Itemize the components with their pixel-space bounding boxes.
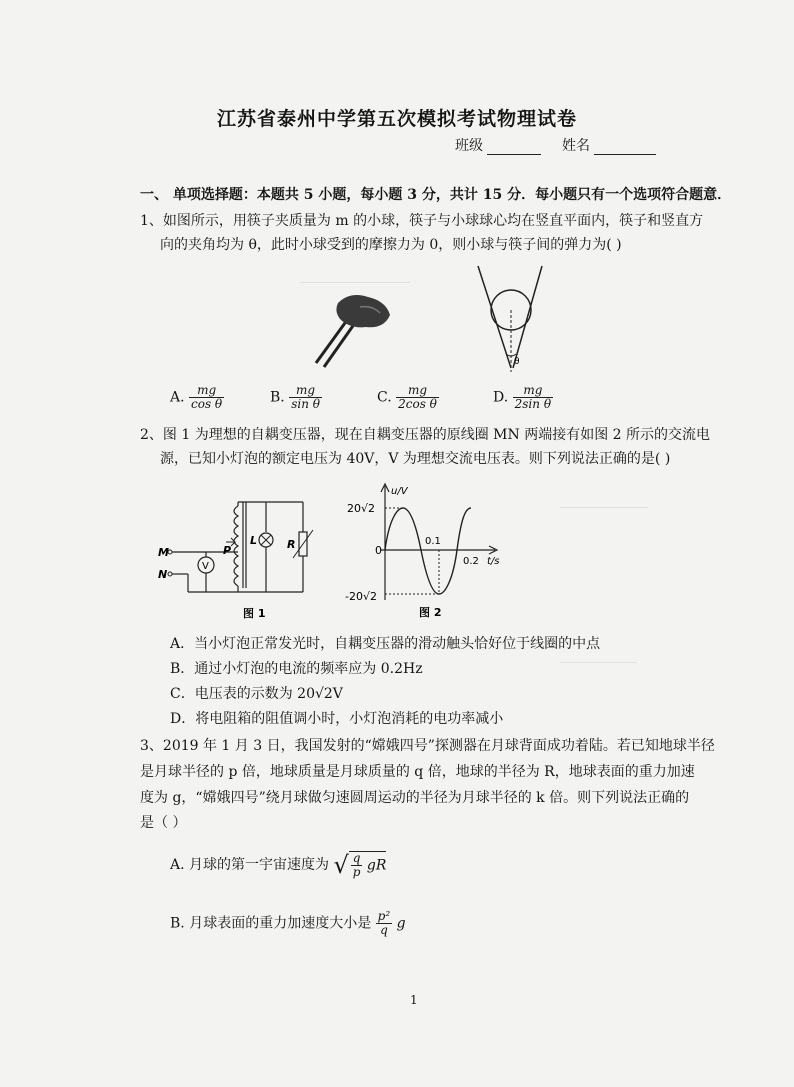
q1-option-d xyxy=(493,384,553,411)
option-letter: C. xyxy=(377,389,392,406)
option-text: B. 月球表面的重力加速度大小是 xyxy=(170,915,372,932)
q2-option-b: B．通过小灯泡的电流的频率应为 0.2Hz xyxy=(170,661,423,677)
q2-line-1: 2、图 1 为理想的自耦变压器，现在自耦变压器的原线圈 MN 两端接有如图 2 所示的交流电 xyxy=(140,427,711,443)
label-l: L xyxy=(250,534,258,547)
figure-1-caption: 图 1 xyxy=(243,607,266,620)
q1-line-2: 向的夹角均为 θ，此时小球受到的摩擦力为 0，则小球与筷子间的弹力为( ) xyxy=(160,237,622,253)
q1-option-b xyxy=(270,384,322,411)
label-p: P xyxy=(223,544,232,557)
fraction xyxy=(351,852,363,879)
fraction xyxy=(289,384,322,411)
q3-line-2: 是月球半径的 p 倍，地球质量是月球质量的 q 倍，地球的半径为 R，地球表面的重力加速 xyxy=(140,764,695,780)
numerator: q xyxy=(352,851,361,865)
expression-tail: gR xyxy=(366,857,387,874)
fraction xyxy=(396,384,439,411)
y-max-label: 20√2 xyxy=(347,502,376,515)
label-r: R xyxy=(287,538,296,551)
terminal-n xyxy=(168,572,172,576)
fraction xyxy=(513,384,553,411)
x-axis-label: t/s xyxy=(487,556,500,567)
chopsticks-image xyxy=(310,285,400,370)
denominator: 2sin θ xyxy=(514,397,552,411)
q2-option-c: C．电压表的示数为 20√2V xyxy=(170,686,343,702)
q3-line-3: 度为 g，“嫦娥四号”绕月球做匀速圆周运动的半径为月球半径的 k 倍。则下列说法正确的 xyxy=(140,790,690,806)
name-label: 姓名 xyxy=(562,138,590,154)
q1-line-1: 1、如图所示，用筷子夹质量为 m 的小球，筷子与小球球心均在竖直平面内，筷子和竖直方 xyxy=(140,213,704,229)
option-letter: A. xyxy=(170,389,185,406)
q2-line-2: 源，已知小灯泡的额定电压为 40V，V 为理想交流电压表。则下列说法正确的是( ) xyxy=(160,451,671,467)
exam-title: 江苏省泰州中学第五次模拟考试物理试卷 xyxy=(216,108,577,130)
tick-label-t1: 0.1 xyxy=(425,536,441,547)
y-min-label: -20√2 xyxy=(345,590,377,603)
coil-icon xyxy=(234,506,238,586)
numerator: p² xyxy=(377,909,391,923)
q3-line-4: 是（ ） xyxy=(140,815,187,831)
bleed-through-text: ____________________ xyxy=(300,270,410,283)
denominator: p xyxy=(352,865,361,879)
numerator: mg xyxy=(289,384,322,398)
class-blank xyxy=(487,154,541,155)
q3-option-b xyxy=(170,910,406,937)
page-number: 1 xyxy=(410,993,418,1007)
label-n: N xyxy=(158,568,168,581)
expression-tail: g xyxy=(396,915,406,932)
voltage-waveform-chart xyxy=(345,480,515,620)
denominator: cos θ xyxy=(191,397,223,411)
origin-label: 0 xyxy=(375,544,382,557)
q2-option-a: A．当小灯泡正常发光时，自耦变压器的滑动触头恰好位于线圈的中点 xyxy=(170,636,601,652)
option-text: A. 月球的第一宇宙速度为 xyxy=(170,857,330,873)
q3-option-a xyxy=(170,851,386,879)
bleed-through-text: ________________ xyxy=(560,495,648,508)
autotransformer-circuit xyxy=(158,492,333,622)
class-field xyxy=(455,135,541,155)
figure-2-caption: 图 2 xyxy=(419,606,442,619)
theta-label: θ xyxy=(514,357,520,367)
option-letter: D. xyxy=(493,389,509,406)
denominator: sin θ xyxy=(291,397,320,411)
denominator: 2cos θ xyxy=(398,397,437,411)
numerator: mg xyxy=(396,384,439,398)
fraction xyxy=(376,910,393,937)
tick-label-t2: 0.2 xyxy=(463,556,479,567)
fraction xyxy=(189,384,224,411)
section-heading: 一、 单项选择题：本题共 5 小题，每小题 3 分，共计 15 分．每小题只有一个选项符合题意． xyxy=(140,187,732,203)
option-letter: B. xyxy=(270,389,285,406)
sine-curve xyxy=(385,508,471,594)
sqrt-expression: √ $\frac{q}{p}$ gR xyxy=(333,851,387,879)
q3-line-1: 3、2019 年 1 月 3 日，我国发射的“嫦娥四号”探测器在月球背面成功着陆。若已知地球半径 xyxy=(140,738,715,754)
q1-option-c xyxy=(377,384,439,411)
denominator: q xyxy=(380,923,388,937)
label-m: M xyxy=(158,546,169,559)
q1-option-a xyxy=(170,384,224,411)
voltmeter-label: V xyxy=(202,561,209,572)
name-blank xyxy=(594,154,656,155)
chopsticks-ball-diagram xyxy=(470,262,550,377)
y-axis-label: u/V xyxy=(391,486,408,497)
numerator: mg xyxy=(513,384,553,398)
class-label: 班级 xyxy=(455,138,483,154)
name-field xyxy=(562,135,656,155)
bleed-through-text: ______________ xyxy=(560,650,637,663)
numerator: mg xyxy=(189,384,224,398)
q2-option-d: D．将电阻箱的阻值调小时，小灯泡消耗的电功率减小 xyxy=(170,711,504,727)
